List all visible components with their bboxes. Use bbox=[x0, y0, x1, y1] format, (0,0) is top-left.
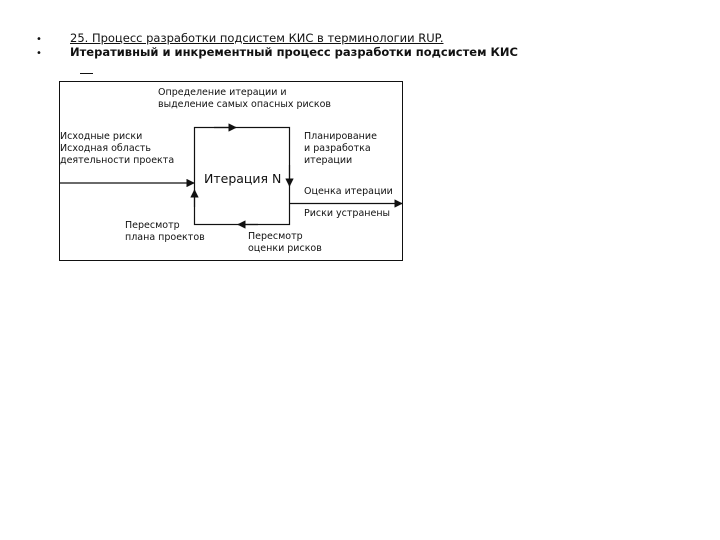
heading-line-2: Итеративный и инкрементный процесс разработки подсистем КИС bbox=[70, 45, 518, 59]
top-label-line-1: Определение итерации и bbox=[158, 87, 287, 98]
top-label-line-2: выделение самых опасных рисков bbox=[158, 99, 332, 110]
bullet-dot: • bbox=[36, 48, 42, 59]
right-label-line-1: Планирование bbox=[304, 131, 377, 142]
left-label-line-1: Исходные риски bbox=[60, 131, 143, 142]
bottom-center-label-line-2: оценки рисков bbox=[248, 243, 322, 254]
right-label-line-3: итерации bbox=[304, 155, 353, 166]
left-label-line-2: Исходная область bbox=[60, 143, 152, 154]
evaluation-label: Оценка итерации bbox=[304, 186, 393, 197]
bottom-center-label-line-1: Пересмотр bbox=[248, 231, 303, 242]
bullet-dot: • bbox=[36, 34, 42, 45]
heading-line-1: 25. Процесс разработки подсистем КИС в терминологии RUP. bbox=[70, 31, 444, 45]
bottom-left-label-line-1: Пересмотр bbox=[125, 220, 180, 231]
bottom-left-label-line-2: плана проектов bbox=[125, 232, 205, 243]
iteration-label: Итерация N bbox=[204, 171, 282, 186]
left-label-line-3: деятельности проекта bbox=[60, 155, 175, 166]
right-label-line-2: и разработка bbox=[304, 143, 371, 154]
risks-eliminated-label: Риски устранены bbox=[304, 208, 391, 219]
